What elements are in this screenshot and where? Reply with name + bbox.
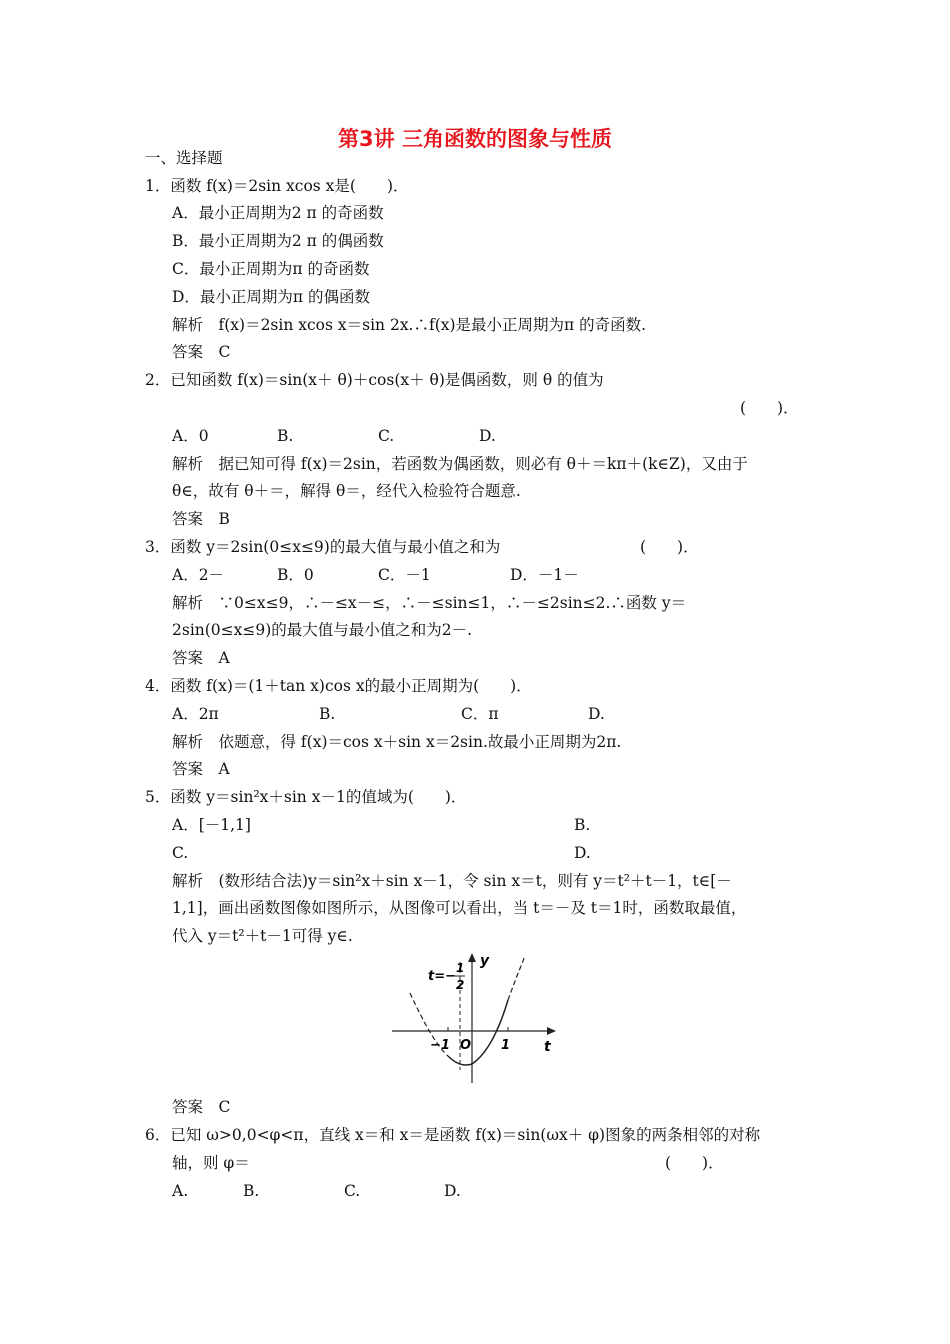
q3-option-a: A．2－ <box>172 566 225 584</box>
q4-analysis: 解析 依题意，得 f(x)＝cos x＋sin x＝2sin.故最小正周期为2π. <box>172 733 622 751</box>
page-title: 第3讲 三角函数的图象与性质 <box>338 127 612 151</box>
q2-option-d: D. <box>479 427 496 445</box>
q3-option-d: D．－1－ <box>510 566 579 584</box>
q3-analysis-line2: 2sin(0≤x≤9)的最大值与最小值之和为2－. <box>172 621 473 639</box>
q5-option-c: C. <box>172 844 189 862</box>
y-axis-arrow <box>468 953 476 962</box>
q5-analysis-line2: 1,1]，画出函数图像如图所示，从图像可以看出，当 t＝－及 t＝1时，函数取最值， <box>172 899 747 917</box>
q3-option-c: C．－1 <box>378 566 431 584</box>
q2-answer-paren: ( )． <box>740 399 799 417</box>
q1-option-c: C．最小正周期为π 的奇函数 <box>172 260 370 278</box>
q5-analysis-line3: 代入 y＝t²＋t－1可得 y∈. <box>172 927 353 945</box>
half-denominator: 2 <box>456 978 465 992</box>
origin-label: O <box>460 1038 472 1053</box>
q2-option-c: C. <box>378 427 395 445</box>
q5-analysis-line1: 解析 (数形结合法)y＝sin²x＋sin x－1，令 sin x＝t，则有 y＝t²＋t－1，t∈[－ <box>172 872 732 890</box>
one-label: 1 <box>501 1038 511 1053</box>
q4-option-d: D. <box>588 705 605 723</box>
section-heading: 一、选择题 <box>145 149 223 167</box>
q1-option-d: D．最小正周期为π 的偶函数 <box>172 288 371 306</box>
q3-answer-paren: ( )． <box>640 538 699 556</box>
q6-answer-paren: ( )． <box>665 1154 724 1172</box>
q1-option-b: B．最小正周期为2 π 的偶函数 <box>172 232 384 250</box>
q5-stem: 5．函数 y＝sin²x＋sin x－1的值域为( )． <box>145 788 467 806</box>
q4-option-b: B. <box>319 705 336 723</box>
q3-option-b: B．0 <box>277 566 314 584</box>
q5-answer: 答案 C <box>172 1098 231 1116</box>
q4-option-a: A．2π <box>172 705 219 723</box>
q2-option-a: A．0 <box>172 427 209 445</box>
y-axis-label: y <box>480 953 490 969</box>
neg-one-label: −1 <box>430 1038 450 1053</box>
q1-stem: 1．函数 f(x)＝2sin xcos x是( )． <box>145 177 409 195</box>
q5-option-a: A．[－1,1] <box>172 816 251 834</box>
t-axis-arrow <box>547 1027 556 1035</box>
q3-answer: 答案 A <box>172 649 230 667</box>
q4-option-c: C．π <box>461 705 499 723</box>
half-numerator: 1 <box>456 961 465 975</box>
q5-option-d: D. <box>574 844 591 862</box>
q2-answer: 答案 B <box>172 510 230 528</box>
t-axis-label: t <box>544 1039 551 1055</box>
q5-option-b: B. <box>574 816 591 834</box>
t-eq-label: t=− <box>428 969 456 984</box>
q6-option-a: A. <box>172 1182 189 1200</box>
q6-option-b: B. <box>243 1182 260 1200</box>
q2-stem: 2．已知函数 f(x)＝sin(x＋ θ)＋cos(x＋ θ)是偶函数，则 θ 的值为 <box>145 371 604 389</box>
q2-analysis-line2: θ∈，故有 θ＋＝，解得 θ＝，经代入检验符合题意. <box>172 482 521 500</box>
parabola-figure <box>388 948 563 1088</box>
q6-stem-line2: 轴，则 φ＝ <box>172 1154 250 1172</box>
q2-option-b: B. <box>277 427 294 445</box>
q3-stem: 3．函数 y＝2sin(0≤x≤9)的最大值与最小值之和为 <box>145 538 501 556</box>
q2-analysis-line1: 解析 据已知可得 f(x)＝2sin，若函数为偶函数，则必有 θ＋＝kπ＋(k∈Z)，又由于 <box>172 455 748 473</box>
q4-stem: 4．函数 f(x)＝(1＋tan x)cos x的最小正周期为( )． <box>145 677 532 695</box>
q6-option-d: D. <box>444 1182 461 1200</box>
q6-option-c: C. <box>344 1182 361 1200</box>
parabola-solid <box>448 1000 511 1065</box>
q4-answer: 答案 A <box>172 760 230 778</box>
parabola-right-dashed <box>508 956 525 1000</box>
q3-analysis-line1: 解析 ∵0≤x≤9，∴－≤x－≤，∴－≤sin≤1，∴－≤2sin≤2.∴函数 y＝ <box>172 594 687 612</box>
q1-option-a: A．最小正周期为2 π 的奇函数 <box>172 204 384 222</box>
q6-stem-line1: 6．已知 ω>0,0<φ<π，直线 x＝和 x＝是函数 f(x)＝sin(ωx＋ φ)图象的两条相邻的对称 <box>145 1126 761 1144</box>
q1-answer: 答案 C <box>172 343 231 361</box>
q1-analysis: 解析 f(x)＝2sin xcos x＝sin 2x.∴f(x)是最小正周期为π 的奇函数. <box>172 316 647 334</box>
